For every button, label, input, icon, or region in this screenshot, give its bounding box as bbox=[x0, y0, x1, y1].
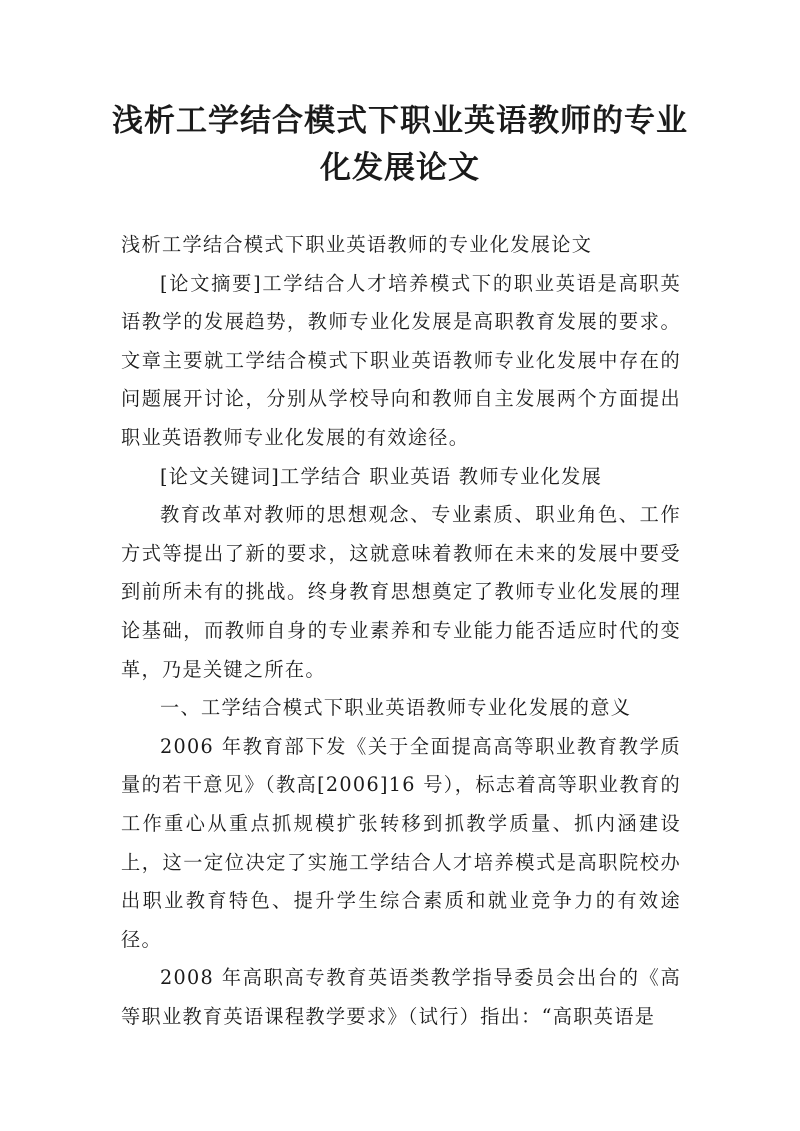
subtitle: 浅析工学结合模式下职业英语教师的专业化发展论文 bbox=[121, 233, 593, 256]
title-line-1: 浅析工学结合模式下职业英语教师的专业 bbox=[112, 103, 688, 139]
document-body bbox=[121, 226, 681, 1036]
abstract-paragraph: [论文摘要]工学结合人才培养模式下的职业英语是高职英语教学的发展趋势，教师专业化发展是高职教育发展的要求。文章主要就工学结合模式下职业英语教师专业化发展中存在的问题展开讨论，分别从学校导向和教师自主发展两个方面提出职业英语教师专业化发展的有效途径。 bbox=[121, 271, 681, 449]
section-heading: 一、工学结合模式下职业英语教师专业化发展的意义 bbox=[160, 696, 632, 720]
keywords-paragraph: [论文关键词]工学结合 职业英语 教师专业化发展 bbox=[160, 464, 603, 488]
title-line-2: 化发展论文 bbox=[320, 150, 480, 186]
document-title bbox=[110, 98, 690, 192]
body-paragraph: 2008 年高职高专教育英语类教学指导委员会出台的《高等职业教育英语课程教学要求》（试行）指出：“高职英语是 bbox=[121, 966, 681, 1028]
body-paragraph: 教育改革对教师的思想观念、专业素质、职业角色、工作方式等提出了新的要求，这就意味着教师在未来的发展中要受到前所未有的挑战。终身教育思想奠定了教师专业化发展的理论基础，而教师自身的专业素养和专业能力能否适应时代的变革，乃是关键之所在。 bbox=[121, 503, 681, 681]
body-paragraph: 2006 年教育部下发《关于全面提高高等职业教育教学质量的若干意见》（教高[2006]16 号），标志着高等职业教育的工作重心从重点抓规模扩张转移到抓教学质量、抓内涵建设上，这一定位决定了实施工学结合人才培养模式是高职院校办出职业教育特色、提升学生综合素质和就业竞争力的有效途径。 bbox=[121, 734, 681, 951]
